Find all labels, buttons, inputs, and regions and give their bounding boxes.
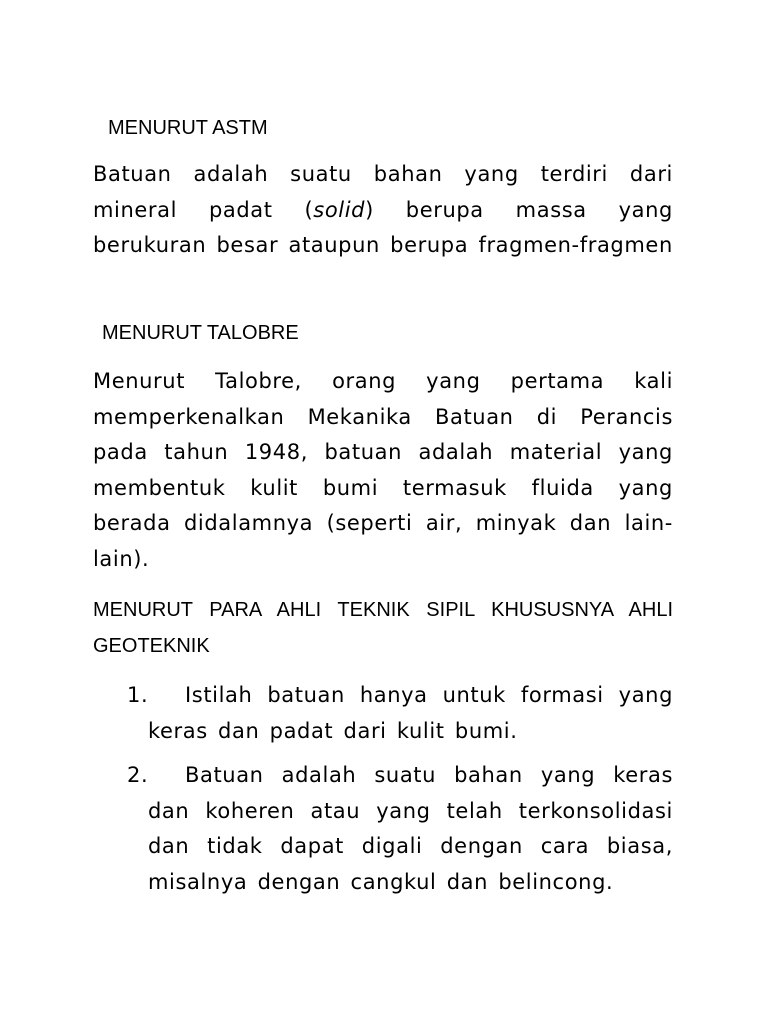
paragraph-talobre: Menurut Talobre, orang yang pertama kali memperkenalkan Mekanika Batuan di Perancis pada tahun 1948, batuan adalah material yang membentuk kulit bumi termasuk fluida yang berada didalamnya (seperti air, minyak dan lain-lain). [93, 369, 673, 571]
list-item-text: Batuan adalah suatu bahan yang keras dan koheren atau yang telah terkonsolidasi dan tidak dapat digali dengan cara biasa, misalnya dengan cangkul dan belincong. [148, 763, 673, 894]
list-item-number: 2. [127, 763, 149, 787]
list-item-number: 1. [127, 683, 149, 707]
heading-geoteknik: MENURUT PARA AHLI TEKNIK SIPIL KHUSUSNYA AHLI GEOTEKNIK [93, 599, 673, 657]
paragraph-astm-text-before: Batuan adalah suatu bahan yang terdiri dari mineral padat ( [93, 162, 673, 222]
heading-talobre: MENURUT TALOBRE [102, 322, 299, 344]
heading-astm: MENURUT ASTM [108, 117, 268, 139]
paragraph-astm-text-after: ) berupa massa yang berukuran besar ataupun berupa fragmen-fragmen [93, 197, 673, 257]
paragraph-astm [93, 157, 673, 264]
paragraph-astm-italic: solid [313, 197, 366, 222]
list-item-text: Istilah batuan hanya untuk formasi yang keras dan padat dari kulit bumi. [148, 683, 673, 743]
